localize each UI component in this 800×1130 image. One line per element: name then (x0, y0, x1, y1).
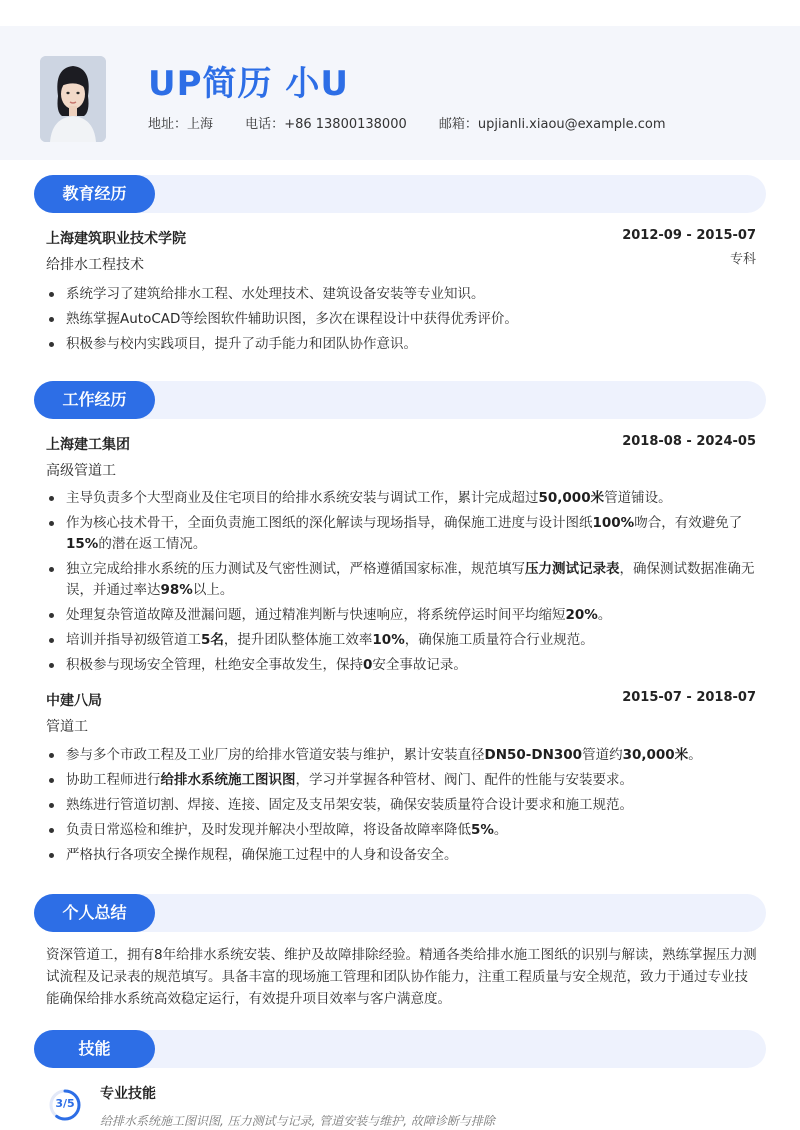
skill-level-text: 3/5 (55, 1097, 75, 1110)
bullet-text: 负责日常巡检和维护，及时发现并解决小型故障，将设备故障率降低 (66, 822, 471, 838)
bullet-text: 。 (493, 822, 508, 838)
highlight-text: 10% (372, 632, 405, 648)
highlight-text: 98% (160, 582, 193, 598)
bullet-text: 作为核心技术骨干，全面负责施工图纸的深化解读与现场指导，确保施工进度与设计图纸 (66, 515, 593, 531)
list-item: 积极参与校内实践项目，提升了动手能力和团队协作意识。 (46, 334, 758, 355)
section-title-summary: 个人总结 (34, 894, 155, 932)
contact-info (148, 113, 694, 132)
bullet-text: 吻合，有效避免了 (634, 515, 743, 531)
resume-header (0, 26, 800, 160)
avatar-portrait (40, 56, 106, 142)
highlight-text: 0 (363, 657, 373, 673)
education-bullets (46, 284, 758, 359)
bullet-text: 严格执行各项安全操作规程，确保施工过程中的人身和设备安全。 (66, 847, 458, 863)
bullet-text: 培训并指导初级管道工 (66, 632, 201, 648)
highlight-text: 给排水系统施工图识图 (160, 772, 296, 788)
bullet-text: 独立完成给排水系统的压力测试及气密性测试，严格遵循国家标准，规范填写 (66, 561, 525, 577)
address-item (148, 117, 213, 132)
list-item (46, 488, 758, 509)
list-item (46, 770, 758, 791)
job-title: 管道工 (46, 719, 88, 735)
work-section-header (34, 381, 766, 419)
bullet-text: ，学习并掌握各种管材、阀门、配件的性能与安装要求。 (295, 772, 633, 788)
section-title-work: 工作经历 (34, 381, 155, 419)
highlight-text: 50,000米 (538, 490, 605, 506)
company-name: 中建八局 (46, 693, 102, 709)
list-item (46, 513, 758, 555)
email-item (439, 117, 666, 132)
bullet-text: ，确保测试数据准确无误，并通过率达 (66, 561, 755, 598)
list-item: 熟练掌握AutoCAD等绘图软件辅助识图，多次在课程设计中获得优秀评价。 (46, 309, 758, 330)
list-item (46, 559, 758, 601)
job-entry (46, 690, 756, 736)
job-entry (46, 434, 756, 480)
bullet-text: ，确保施工质量符合行业规范。 (404, 632, 594, 648)
bullet-text: 参与多个市政工程及工业厂房的给排水管道安装与维护，累计安装直径 (66, 747, 485, 763)
job-date: 2015-07 - 2018-07 (622, 690, 756, 705)
bullet-text: 积极参与现场安全管理，杜绝安全事故发生，保持 (66, 657, 363, 673)
highlight-text: 5% (471, 822, 494, 838)
resume-name: UP简历 小U (148, 64, 349, 104)
list-item (46, 605, 758, 626)
bullet-text: 。 (597, 607, 612, 623)
list-item (46, 820, 758, 841)
highlight-text: DN50-DN300 (484, 747, 583, 763)
list-item (46, 845, 758, 866)
address-value: 上海 (187, 117, 214, 132)
job-date: 2018-08 - 2024-05 (622, 434, 756, 449)
phone-label: 电话： (245, 117, 285, 132)
education-entry (46, 228, 756, 274)
bullet-text: 协助工程师进行 (66, 772, 161, 788)
address-label: 地址： (148, 117, 188, 132)
section-title-skills: 技能 (34, 1030, 155, 1068)
bullet-text: 管道约 (582, 747, 623, 763)
skill-title: 专业技能 (100, 1086, 156, 1102)
email-label: 邮箱： (438, 117, 478, 132)
summary-section-header (34, 894, 766, 932)
highlight-text: 100% (592, 515, 635, 531)
summary-text: 资深管道工，拥有8年给排水系统安装、维护及故障排除经验。精通各类给排水施工图纸的识别与解读，熟练掌握压力测试流程及记录表的规范填写。具备丰富的现场施工管理和团队协作能力，注重工程质量与安全规范，致力于通过专业技能确保给排水系统高效稳定运行，有效提升项目效率与客户满意度。 (46, 947, 757, 1007)
list-item (46, 795, 758, 816)
list-item (46, 745, 758, 766)
degree: 专科 (729, 252, 756, 267)
email-value: upjianli.xiaou@example.com (477, 117, 666, 132)
highlight-text: 30,000米 (622, 747, 689, 763)
bullet-text: 熟练进行管道切割、焊接、连接、固定及支吊架安装，确保安装质量符合设计要求和施工规范。 (66, 797, 633, 813)
job-title: 高级管道工 (46, 463, 116, 479)
job-bullets (46, 745, 758, 870)
list-item (46, 655, 758, 676)
phone-item (245, 117, 407, 132)
bullet-text: 主导负责多个大型商业及住宅项目的给排水系统安装与调试工作，累计完成超过 (66, 490, 539, 506)
job-bullets (46, 488, 758, 680)
major: 给排水工程技术 (46, 257, 144, 273)
phone-value: +86 13800138000 (284, 117, 407, 132)
bullet-text: 。 (688, 747, 702, 763)
list-item (46, 630, 758, 651)
company-name: 上海建工集团 (46, 437, 130, 453)
highlight-text: 15% (66, 536, 99, 552)
highlight-text: 20% (565, 607, 598, 623)
bullet-text: ，提升团队整体施工效率 (223, 632, 373, 648)
bullet-text: 安全事故记录。 (372, 657, 467, 673)
school-name: 上海建筑职业技术学院 (46, 231, 186, 247)
section-title-education: 教育经历 (34, 175, 155, 213)
education-section-header (34, 175, 766, 213)
highlight-text: 5名 (201, 632, 224, 648)
highlight-text: 压力测试记录表 (525, 561, 620, 577)
bullet-text: 处理复杂管道故障及泄漏问题，通过精准判断与快速响应，将系统停运时间平均缩短 (66, 607, 566, 623)
profile-photo (40, 56, 106, 142)
bullet-text: 管道铺设。 (604, 490, 672, 506)
education-date: 2012-09 - 2015-07 (622, 228, 756, 243)
bullet-text: 以上。 (192, 582, 234, 598)
bullet-text: 的潜在返工情况。 (98, 536, 207, 552)
list-item: 系统学习了建筑给排水工程、水处理技术、建筑设备安装等专业知识。 (46, 284, 758, 305)
skills-section-header (34, 1030, 766, 1068)
skill-description: 给排水系统施工图识图, 压力测试与记录, 管道安装与维护, 故障诊断与排除 (100, 1114, 495, 1128)
